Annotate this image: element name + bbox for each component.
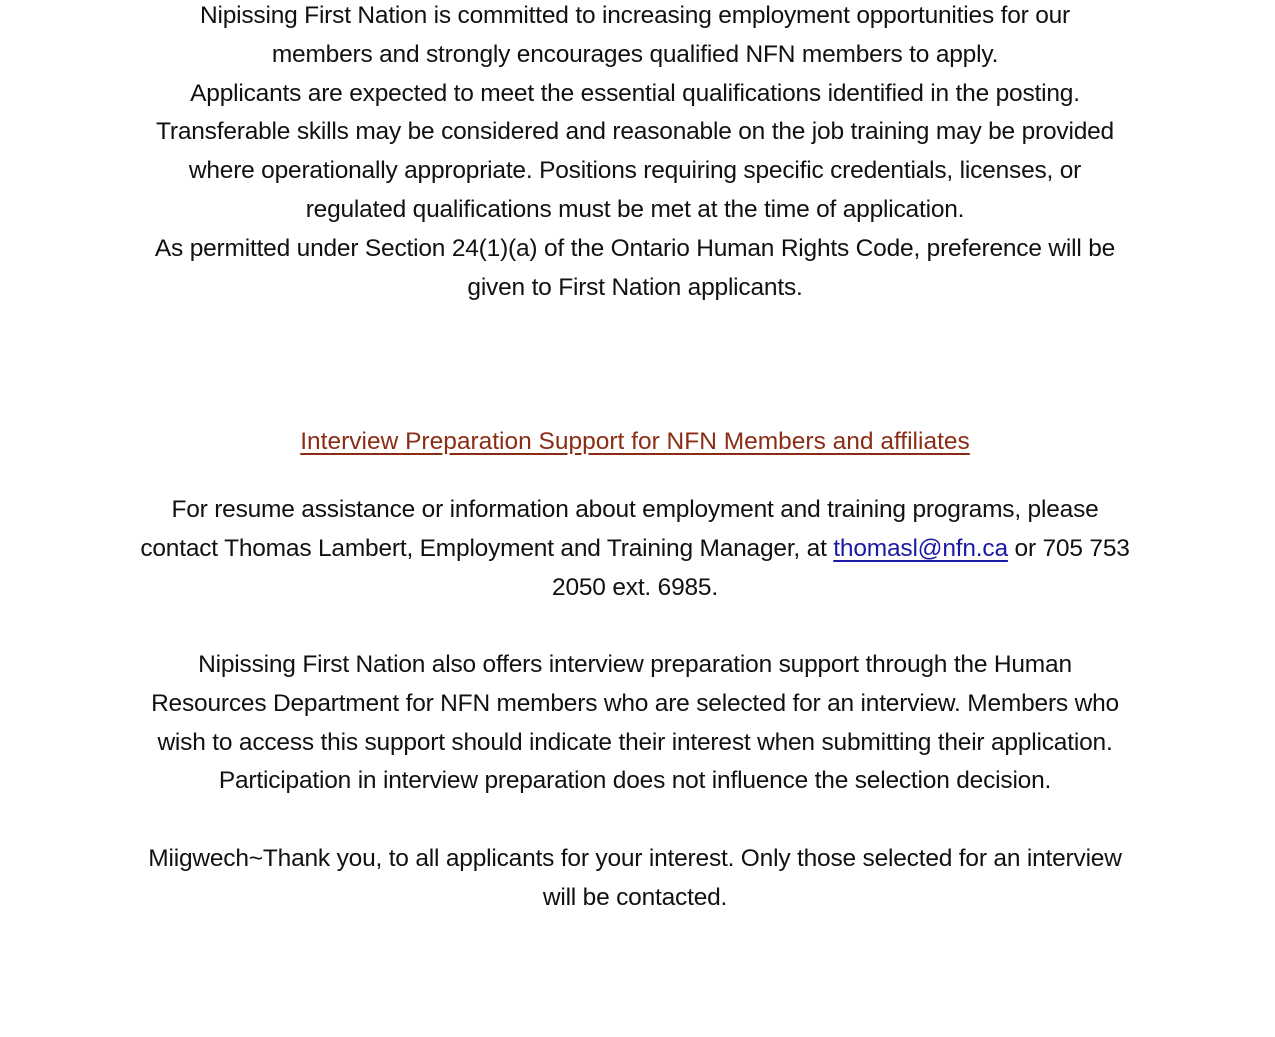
intro-line: Nipissing First Nation is committed to increasing employment opportunities for our [199,2,1071,29]
email-link[interactable]: thomasl@nfn.ca [833,534,1008,562]
contact-paragraph [90,491,1180,607]
interview-support-paragraph [90,646,1180,801]
intro-line: Applicants are expected to meet the essential qualifications identified in the posting. [190,79,1080,107]
contact-line: For resume assistance or information about employment and training programs, please [171,496,1099,523]
intro-line: where operationally appropriate. Positions requiring specific credentials, licenses, or [188,157,1082,185]
contact-line: 2050 ext. 6985. [552,573,718,601]
intro-line: regulated qualifications must be met at the time of application. [305,195,965,223]
interview-support-line: wish to access this support should indicate their interest when submitting their application. [157,728,1113,756]
intro-line: given to First Nation applicants. [467,273,803,301]
closing-line: will be contacted. [542,883,728,911]
intro-line: As permitted under Section 24(1)(a) of the Ontario Human Rights Code, preference will be [154,234,1116,262]
section-heading-text: Interview Preparation Support for NFN Members and affiliates [300,428,970,455]
interview-support-line: Participation in interview preparation does not influence the selection decision. [218,767,1052,795]
closing-paragraph [90,840,1180,918]
intro-line: Transferable skills may be considered and reasonable on the job training may be provided [156,118,1114,146]
contact-text: contact Thomas Lambert, Employment and Training Manager, at [140,534,834,562]
contact-line [90,530,1180,569]
interview-support-line: Resources Department for NFN members who are selected for an interview. Members who [151,689,1119,717]
interview-support-line: Nipissing First Nation also offers interview preparation support through the Human [198,651,1072,678]
contact-phone-text: or 705 753 [1007,534,1130,562]
intro-line: members and strongly encourages qualified NFN members to apply. [271,40,999,68]
section-heading [90,423,1180,461]
intro-paragraph [90,0,1180,307]
closing-line: Miigwech~Thank you, to all applicants for your interest. Only those selected for an interview [148,845,1122,872]
